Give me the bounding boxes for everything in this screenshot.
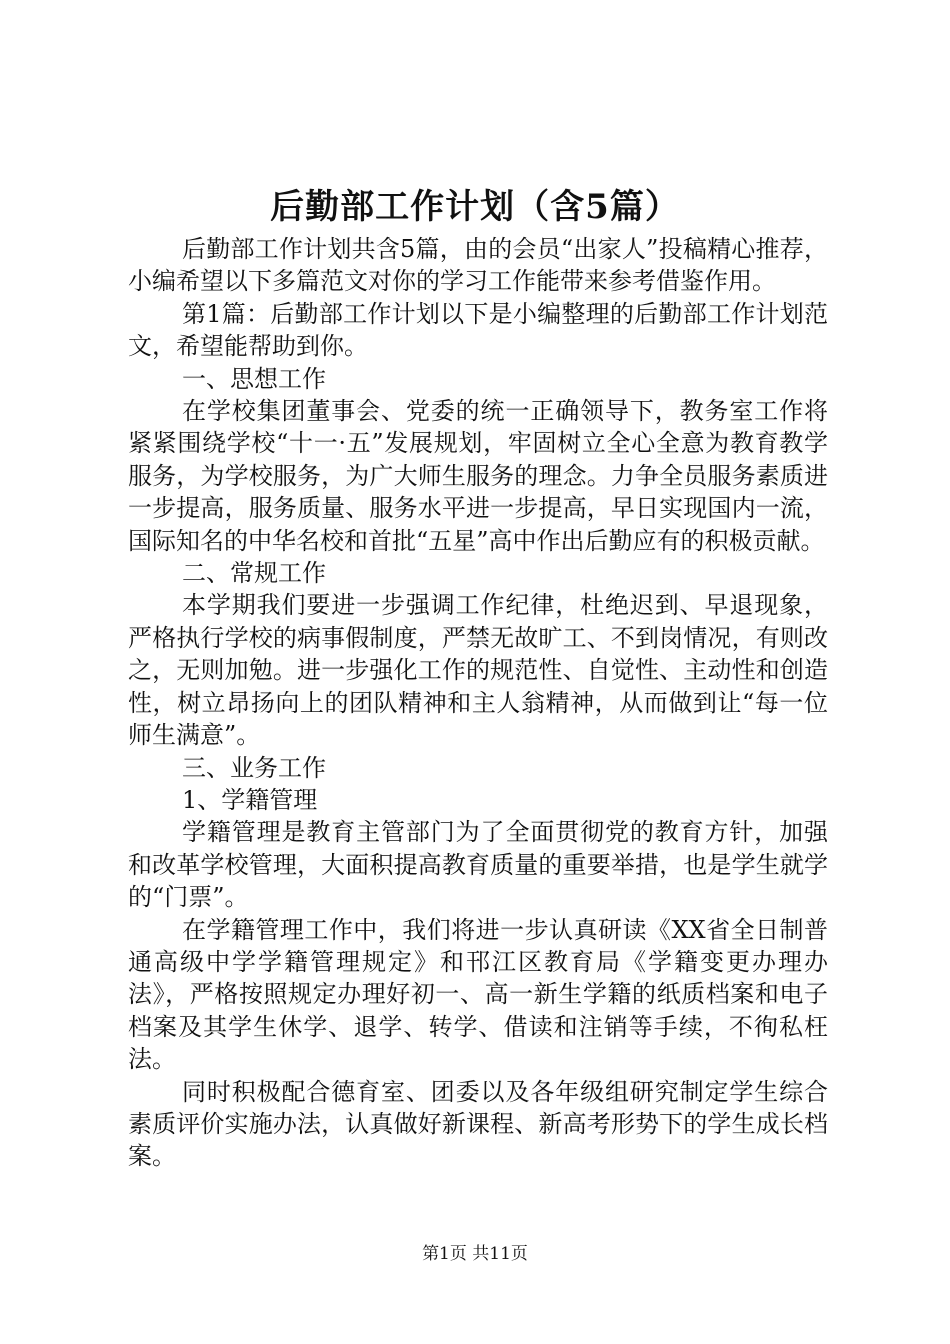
page-number: 第1页 共11页	[422, 1244, 528, 1264]
paragraph-records-intro: 学籍管理是教育主管部门为了全面贯彻党的教育方针，加强和改革学校管理，大面积提高教育质量的重要举措，也是学生就学的“门票”。	[128, 818, 828, 912]
document-body	[128, 233, 828, 1173]
document-title: 后勤部工作计划（含5篇）	[270, 187, 680, 227]
paragraph-part-one: 第1篇：后勤部工作计划以下是小编整理的后勤部工作计划范文，希望能帮助到你。	[128, 299, 828, 361]
paragraph-routine: 本学期我们要进一步强调工作纪律，杜绝迟到、早退现象，严格执行学校的病事假制度，严禁无故旷工、不到岗情况，有则改之，无则加勉。进一步强化工作的规范性、自觉性、主动性和创造性，树立昂扬向上的团队精神和主人翁精神，从而做到让“每一位师生满意”。	[128, 591, 828, 750]
heading-student-records: 1、学籍管理	[182, 785, 318, 814]
paragraph-intro: 后勤部工作计划共含5篇，由的会员“出家人”投稿精心推荐，小编希望以下多篇范文对你的学习工作能带来参考借鉴作用。	[128, 235, 828, 296]
heading-routine-work: 二、常规工作	[182, 559, 326, 588]
paragraph-cooperation: 同时积极配合德育室、团委以及各年级组研究制定学生综合素质评价实施办法，认真做好新课程、新高考形势下的学生成长档案。	[128, 1077, 828, 1171]
heading-business-work: 三、业务工作	[182, 753, 326, 782]
paragraph-records-work: 在学籍管理工作中，我们将进一步认真研读《XX省全日制普通高级中学学籍管理规定》和邗江区教育局《学籍变更办理办法》，严格按照规定办理好初一、高一新生学籍的纸质档案和电子档案及其学生休学、退学、转学、借读和注销等手续，不徇私枉法。	[128, 915, 828, 1074]
heading-ideology-work: 一、思想工作	[182, 364, 326, 393]
paragraph-ideology: 在学校集团董事会、党委的统一正确领导下，教务室工作将紧紧围绕学校“十一·五”发展规划，牢固树立全心全意为教育教学服务，为学校服务，为广大师生服务的理念。力争全员服务素质进一步提高，服务质量、服务水平进一步提高，早日实现国内一流，国际知名的中华名校和首批“五星”高中作出后勤应有的积极贡献。	[128, 397, 828, 555]
